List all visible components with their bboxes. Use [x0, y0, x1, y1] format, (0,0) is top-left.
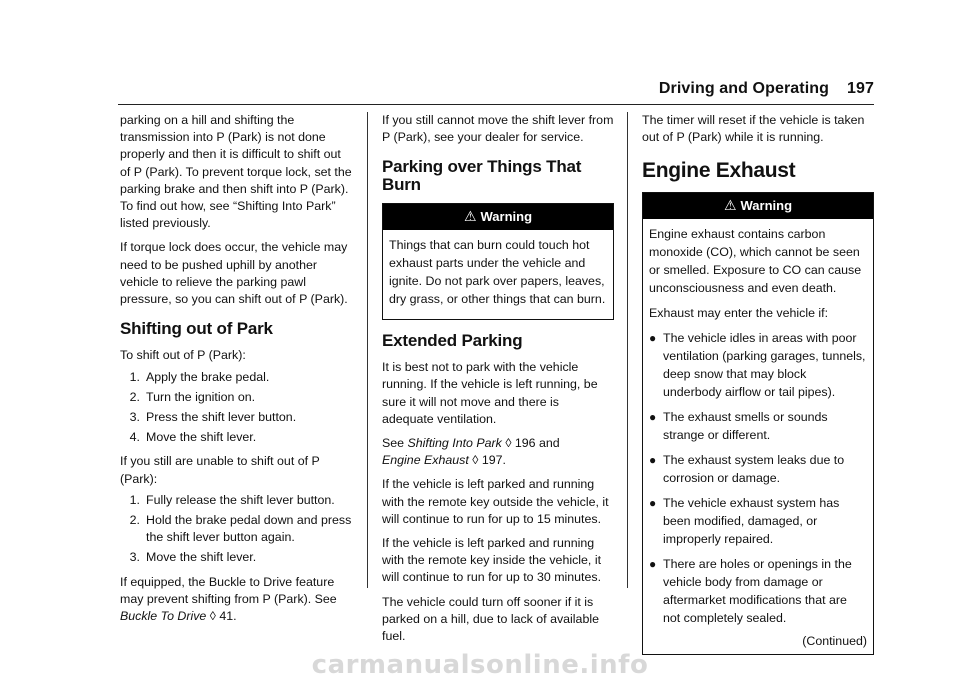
steps-list-1 — [120, 369, 352, 447]
bullet-icon: ● — [649, 452, 657, 467]
link-shifting-into-park[interactable]: Shifting Into Park — [407, 436, 502, 451]
warning-box — [642, 192, 874, 655]
link-engine-exhaust[interactable]: Engine Exhaust — [382, 453, 469, 468]
heading-engine-exhaust: Engine Exhaust — [642, 159, 796, 183]
header-rule — [118, 104, 874, 105]
page-ref[interactable]: ◊ 41 — [209, 609, 234, 624]
warning-text: Things that can burn could touch hot exhaust parts under the vehicle and ignite. Do not park over papers, leaves, dry grass, or other things that can burn. — [389, 238, 606, 307]
paragraph: If the vehicle is left parked and running with the remote key outside the vehicle, it will continue to run for up to 15 minutes. — [382, 477, 609, 526]
list-item: ● The vehicle idles in areas with poor ventilation (parking garages, tunnels, deep snow that may block underbody airflow or tail pipes). — [649, 330, 866, 399]
watermark: carmanualsonline.info — [311, 650, 649, 680]
warning-body — [383, 230, 613, 319]
bullet-icon: ● — [649, 330, 657, 345]
page-ref-icon: ◊ — [505, 436, 512, 451]
warning-text: Engine exhaust contains carbon monoxide (CO), which cannot be seen or smelled. Exposure to CO can cause unconsciousness and even death. — [649, 226, 862, 295]
list-item: ● There are holes or openings in the vehicle body from damage or aftermarket modifications that are not completely sealed. — [649, 556, 852, 625]
list-item: ● The vehicle exhaust system has been modified, damaged, or improperly repaired. — [649, 495, 840, 546]
list-item: 3. Move the shift lever. — [129, 550, 257, 565]
column-1 — [120, 112, 352, 632]
warning-header: ⚠ Warning — [383, 204, 613, 230]
list-item: 1. Apply the brake pedal. — [129, 369, 270, 384]
warning-bullet-list — [649, 329, 867, 627]
warning-triangle-icon: ⚠ — [723, 196, 737, 213]
list-item: 2. Hold the brake pedal down and press the shift lever button again. — [129, 513, 352, 545]
page-ref[interactable]: ◊ 197 — [472, 453, 503, 468]
paragraph: If torque lock does occur, the vehicle may need to be pushed uphill by another vehicle to relieve the parking pawl pressure, so you can shift out of P (Park). — [120, 240, 348, 307]
heading-parking-over-things-that-burn: Parking over Things That Burn — [382, 157, 582, 194]
paragraph: It is best not to park with the vehicle running. If the vehicle is left running, be sure it will not move and there is adequate ventilation. — [382, 360, 598, 426]
bullet-icon: ● — [649, 556, 657, 571]
paragraph: If you still cannot move the shift lever from P (Park), see your dealer for service. — [382, 113, 614, 145]
page-ref-icon: ◊ — [209, 609, 216, 624]
heading-extended-parking: Extended Parking — [382, 331, 523, 351]
paragraph: If you still are unable to shift out of P (Park): — [120, 454, 320, 486]
warning-header: ⚠ Warning — [643, 193, 873, 219]
heading-shifting-out-of-park: Shifting out of Park — [120, 319, 273, 339]
warning-triangle-icon: ⚠ — [463, 207, 477, 224]
column-2 — [382, 112, 614, 652]
list-item: 2. Turn the ignition on. — [129, 389, 256, 404]
column-divider — [627, 112, 628, 588]
list-item: 4. Move the shift lever. — [129, 430, 257, 445]
warning-box — [382, 203, 614, 320]
paragraph: If the vehicle is left parked and running with the remote key inside the vehicle, it will continue to run for up to 30 minutes. — [382, 536, 602, 585]
bullet-icon: ● — [649, 495, 657, 510]
steps-list-2 — [120, 492, 352, 567]
list-item: ● The exhaust smells or sounds strange or different. — [649, 409, 828, 442]
paragraph: parking on a hill and shifting the transmission into P (Park) is not done properly and then it is difficult to shift out of P (Park). To prevent torque lock, set the parking brake and then shift into P (Park). To find out how, see “Shifting Into Park” listed previously. — [120, 113, 352, 231]
bullet-icon: ● — [649, 409, 657, 424]
paragraph: The vehicle could turn off sooner if it is parked on a hill, due to lack of available fuel. — [382, 594, 599, 644]
paragraph-see-refs: See Shifting Into Park ◊ 196 and Engine Exhaust ◊ 197. — [382, 436, 560, 468]
warning-body — [643, 219, 873, 654]
link-buckle-to-drive[interactable]: Buckle To Drive — [120, 609, 207, 624]
continued-label: (Continued) — [802, 633, 867, 648]
page-ref[interactable]: ◊ 196 — [505, 436, 536, 451]
running-header — [659, 80, 874, 98]
page-number: 197 — [847, 80, 874, 97]
page-ref-icon: ◊ — [472, 453, 479, 468]
paragraph: To shift out of P (Park): — [120, 348, 246, 363]
warning-text: Exhaust may enter the vehicle if: — [649, 305, 829, 320]
list-item: ● The exhaust system leaks due to corrosion or damage. — [649, 452, 845, 485]
list-item: 1. Fully release the shift lever button. — [129, 492, 335, 507]
paragraph: The timer will reset if the vehicle is taken out of P (Park) while it is running. — [642, 113, 865, 145]
list-item: 3. Press the shift lever button. — [129, 410, 297, 425]
column-3 — [642, 112, 874, 665]
column-divider — [367, 112, 368, 588]
section-title: Driving and Operating — [658, 80, 829, 97]
paragraph-buckle-to-drive: If equipped, the Buckle to Drive feature may prevent shifting from P (Park). See Buckle To Drive ◊ 41. — [120, 574, 337, 624]
